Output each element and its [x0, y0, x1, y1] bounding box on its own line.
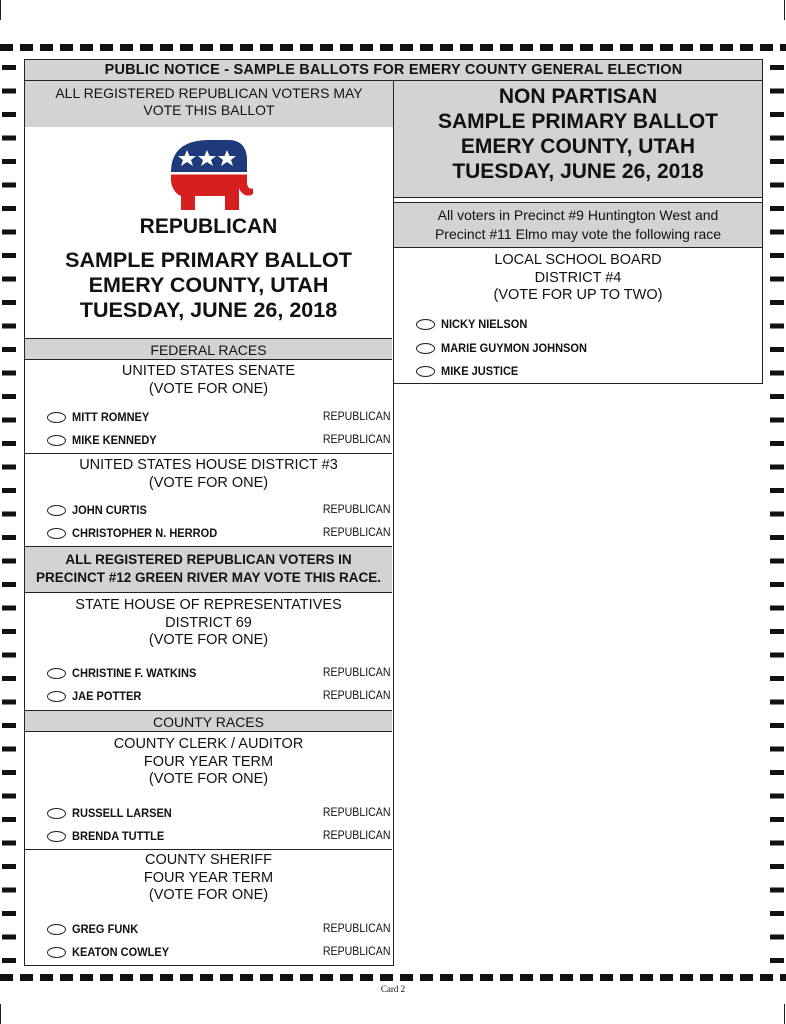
sheriff-race-title: COUNTY SHERIFF FOUR YEAR TERM (VOTE FOR ONE)	[143, 852, 274, 903]
candidate-row: KEATON COWLEY REPUBLICAN	[47, 943, 392, 961]
nonpartisan-title: NON PARTISAN SAMPLE PRIMARY BALLOT EMERY COUNTY, UTAH TUESDAY, JUNE 26, 2018	[394, 81, 762, 198]
timing-marks-bottom	[0, 974, 786, 981]
precinct-notice: ALL REGISTERED REPUBLICAN VOTERS IN PRECINCT #12 GREEN RIVER MAY VOTE THIS RACE.	[25, 546, 392, 593]
vote-oval[interactable]	[47, 505, 66, 516]
vote-oval[interactable]	[47, 435, 66, 446]
republican-eligibility: ALL REGISTERED REPUBLICAN VOTERS MAY VOTE THIS BALLOT	[25, 81, 393, 127]
timing-marks-left	[2, 52, 16, 974]
vote-oval[interactable]	[47, 528, 66, 539]
candidate-row: GREG FUNK REPUBLICAN	[47, 920, 392, 938]
vote-oval[interactable]	[47, 668, 66, 679]
vote-oval[interactable]	[47, 947, 66, 958]
clerk-race-title: COUNTY CLERK / AUDITOR FOUR YEAR TERM (VOTE FOR ONE)	[113, 736, 304, 787]
candidate-row: MIKE KENNEDY REPUBLICAN	[47, 431, 392, 449]
vote-oval[interactable]	[47, 924, 66, 935]
card-label: Card 2	[380, 984, 406, 994]
candidate-row: CHRISTOPHER N. HERROD REPUBLICAN	[47, 524, 392, 542]
candidate-row: BRENDA TUTTLE REPUBLICAN	[47, 827, 392, 845]
ballot-title: SAMPLE PRIMARY BALLOT EMERY COUNTY, UTAH TUESDAY, JUNE 26, 2018	[65, 248, 352, 322]
vote-oval[interactable]	[416, 319, 435, 330]
corner-mark-bottom-right	[784, 1004, 785, 1024]
school-board-race-title: LOCAL SCHOOL BOARD DISTRICT #4 (VOTE FOR UP TO TWO)	[493, 252, 663, 303]
federal-races-header: FEDERAL RACES	[25, 338, 392, 360]
nonpartisan-eligibility: All voters in Precinct #9 Huntington West and Precinct #11 Elmo may vote the following race	[394, 202, 762, 248]
corner-mark-bottom-left	[0, 1004, 1, 1024]
candidate-row: CHRISTINE F. WATKINS REPUBLICAN	[47, 664, 392, 682]
timing-marks-top	[0, 44, 786, 51]
house-race-title: UNITED STATES HOUSE DISTRICT #3 (VOTE FOR ONE)	[79, 457, 338, 491]
county-races-header: COUNTY RACES	[25, 710, 392, 732]
candidate-row: MIKE JUSTICE	[416, 362, 761, 380]
public-notice-banner: PUBLIC NOTICE - SAMPLE BALLOTS FOR EMERY COUNTY GENERAL ELECTION	[24, 59, 763, 81]
corner-mark-right	[784, 0, 785, 20]
party-name: REPUBLICAN	[139, 215, 278, 238]
vote-oval[interactable]	[416, 343, 435, 354]
timing-marks-right	[770, 52, 784, 974]
vote-oval[interactable]	[47, 691, 66, 702]
race-divider	[25, 453, 392, 454]
vote-oval[interactable]	[416, 366, 435, 377]
state-house-race-title: STATE HOUSE OF REPRESENTATIVES DISTRICT 69 (VOTE FOR ONE)	[75, 597, 342, 648]
candidate-row: RUSSELL LARSEN REPUBLICAN	[47, 804, 392, 822]
candidate-row: MITT ROMNEY REPUBLICAN	[47, 408, 392, 426]
candidate-row: NICKY NIELSON	[416, 315, 761, 333]
race-divider	[25, 849, 392, 850]
senate-race-title: UNITED STATES SENATE (VOTE FOR ONE)	[121, 363, 296, 397]
candidate-row: JAE POTTER REPUBLICAN	[47, 687, 392, 705]
corner-mark-left	[0, 0, 1, 20]
vote-oval[interactable]	[47, 808, 66, 819]
vote-oval[interactable]	[47, 831, 66, 842]
nonpartisan-ballot-column	[393, 81, 763, 384]
candidate-row: MARIE GUYMON JOHNSON	[416, 339, 761, 357]
republican-elephant-icon	[167, 136, 253, 212]
vote-oval[interactable]	[47, 412, 66, 423]
republican-ballot-column	[24, 81, 394, 966]
candidate-row: JOHN CURTIS REPUBLICAN	[47, 501, 392, 519]
